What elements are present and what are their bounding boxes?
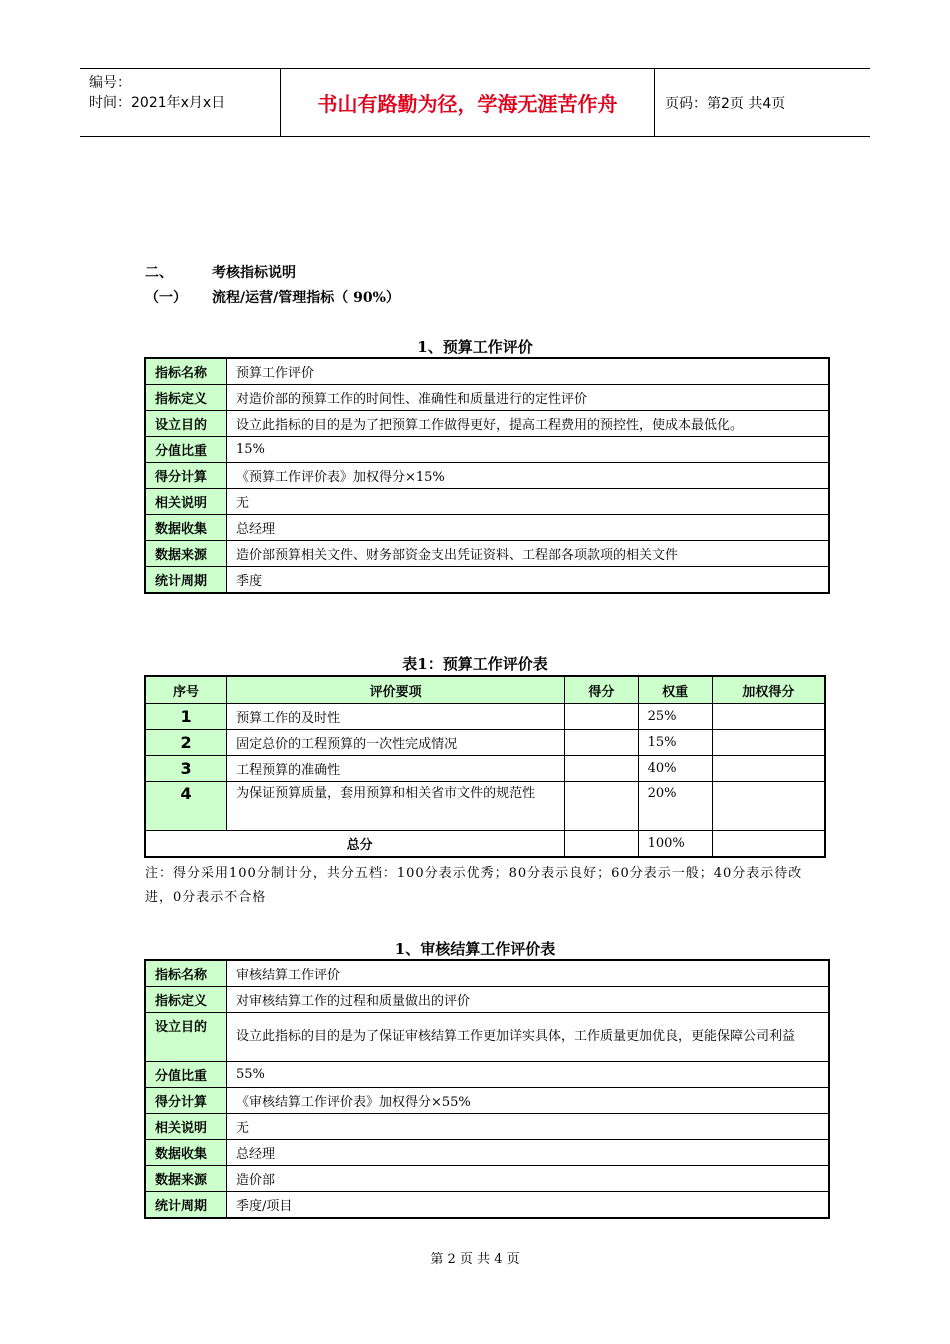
table-row: [145, 358, 829, 385]
total-weighted: [712, 831, 825, 858]
total-weight: 100%: [638, 831, 712, 858]
field-label: 指标定义: [145, 987, 227, 1013]
total-label: 总分: [145, 831, 565, 858]
score-cell: [565, 782, 638, 831]
weighted-score-cell: [712, 756, 825, 782]
table-row: [145, 782, 825, 831]
field-value: 《预算工作评价表》加权得分×15%: [227, 463, 830, 489]
evaluation-item: 固定总价的工程预算的一次性完成情况: [227, 730, 565, 756]
field-label: 相关说明: [145, 489, 227, 515]
row-number: 2: [145, 730, 227, 756]
score-cell: [565, 704, 638, 730]
field-value: 对审核结算工作的过程和质量做出的评价: [227, 987, 830, 1013]
col-header: 得分: [565, 676, 638, 704]
col-header: 评价要项: [227, 676, 565, 704]
total-score: [565, 831, 638, 858]
table-row: [145, 1140, 829, 1166]
col-header: 加权得分: [712, 676, 825, 704]
evaluation-item: 为保证预算质量，套用预算和相关省市文件的规范性: [227, 782, 565, 831]
evaluation-item: 预算工作的及时性: [227, 704, 565, 730]
weight-cell: 40%: [638, 756, 712, 782]
table-row: [145, 987, 829, 1013]
table-row: [145, 489, 829, 515]
weighted-score-cell: [712, 730, 825, 756]
table-row: [145, 756, 825, 782]
table-row: [145, 411, 829, 437]
header-meta: [80, 69, 281, 136]
field-label: 相关说明: [145, 1114, 227, 1140]
field-label: 数据来源: [145, 1166, 227, 1192]
field-value: 预算工作评价: [227, 358, 830, 385]
header-page-info: 页码：第2页 共4页: [665, 95, 786, 112]
table-row: [145, 1062, 829, 1088]
row-number: 4: [145, 782, 227, 831]
table-row: [145, 960, 829, 987]
field-label: 指标名称: [145, 358, 227, 385]
field-value: 无: [227, 1114, 830, 1140]
field-label: 数据收集: [145, 515, 227, 541]
col-header: 序号: [145, 676, 227, 704]
subsection-title: 流程/运营/管理指标（ 90%）: [212, 290, 400, 306]
field-value: 季度: [227, 567, 830, 594]
page-footer: 第 2 页 共 4 页: [430, 1252, 520, 1267]
field-value: 审核结算工作评价: [227, 960, 830, 987]
table1-caption: 表1：预算工作评价表: [402, 655, 548, 673]
field-value: 设立此指标的目的是为了保证审核结算工作更加详实具体，工作质量更加优良，更能保障公司利益: [227, 1013, 830, 1062]
field-value: 55%: [227, 1062, 830, 1088]
field-value: 总经理: [227, 1140, 830, 1166]
score-cell: [565, 730, 638, 756]
field-label: 分值比重: [145, 437, 227, 463]
weighted-score-cell: [712, 704, 825, 730]
row-number: 1: [145, 704, 227, 730]
table-row: [145, 385, 829, 411]
field-value: 《审核结算工作评价表》加权得分×55%: [227, 1088, 830, 1114]
table-header-row: [145, 676, 825, 704]
kpi2-table: [144, 959, 830, 1219]
score-cell: [565, 756, 638, 782]
weighted-score-cell: [712, 782, 825, 831]
section-number: 二、: [145, 265, 173, 281]
row-number: 3: [145, 756, 227, 782]
number-label: 编号：: [89, 75, 131, 91]
field-value: 造价部预算相关文件、财务部资金支出凭证资料、工程部各项款项的相关文件: [227, 541, 830, 567]
table-row: [145, 1192, 829, 1219]
field-label: 设立目的: [145, 411, 227, 437]
field-value: 对造价部的预算工作的时间性、准确性和质量进行的定性评价: [227, 385, 830, 411]
table-row: [145, 1166, 829, 1192]
kpi2-caption: 1、审核结算工作评价表: [394, 940, 556, 958]
table-row: [145, 463, 829, 489]
col-header: 权重: [638, 676, 712, 704]
field-label: 分值比重: [145, 1062, 227, 1088]
subsection-number: （一）: [145, 290, 187, 306]
weight-cell: 25%: [638, 704, 712, 730]
field-value: 15%: [227, 437, 830, 463]
page-header: [80, 68, 870, 137]
field-value: 季度/项目: [227, 1192, 830, 1219]
table1-note: 注：得分采用100分制计分，共分五档：100分表示优秀；80分表示良好；60分表示一般；40分表示待改进，0分表示不合格: [145, 866, 803, 905]
time-label: 时间：2021年x月x日: [89, 95, 226, 111]
evaluation-table: [144, 675, 826, 858]
field-label: 数据来源: [145, 541, 227, 567]
field-value: 造价部: [227, 1166, 830, 1192]
field-label: 指标定义: [145, 385, 227, 411]
field-label: 统计周期: [145, 1192, 227, 1219]
field-label: 统计周期: [145, 567, 227, 594]
field-value: 总经理: [227, 515, 830, 541]
header-motto: 书山有路勤为径，学海无涯苦作舟: [281, 69, 655, 136]
weight-cell: 20%: [638, 782, 712, 831]
field-label: 指标名称: [145, 960, 227, 987]
field-label: 得分计算: [145, 463, 227, 489]
total-row: [145, 831, 825, 858]
field-label: 数据收集: [145, 1140, 227, 1166]
table-row: [145, 1088, 829, 1114]
table-row: [145, 1114, 829, 1140]
field-value: 无: [227, 489, 830, 515]
table-row: [145, 730, 825, 756]
table-row: [145, 541, 829, 567]
kpi1-caption: 1、预算工作评价: [417, 338, 533, 356]
table-row: [145, 515, 829, 541]
table-row: [145, 567, 829, 594]
field-label: 得分计算: [145, 1088, 227, 1114]
section-title: 考核指标说明: [212, 265, 296, 281]
table-row: [145, 1013, 829, 1062]
table-row: [145, 704, 825, 730]
field-value: 设立此指标的目的是为了把预算工作做得更好，提高工程费用的预控性，使成本最低化。: [227, 411, 830, 437]
table-row: [145, 437, 829, 463]
kpi1-table: [144, 357, 830, 594]
weight-cell: 15%: [638, 730, 712, 756]
evaluation-item: 工程预算的准确性: [227, 756, 565, 782]
field-label: 设立目的: [145, 1013, 227, 1062]
